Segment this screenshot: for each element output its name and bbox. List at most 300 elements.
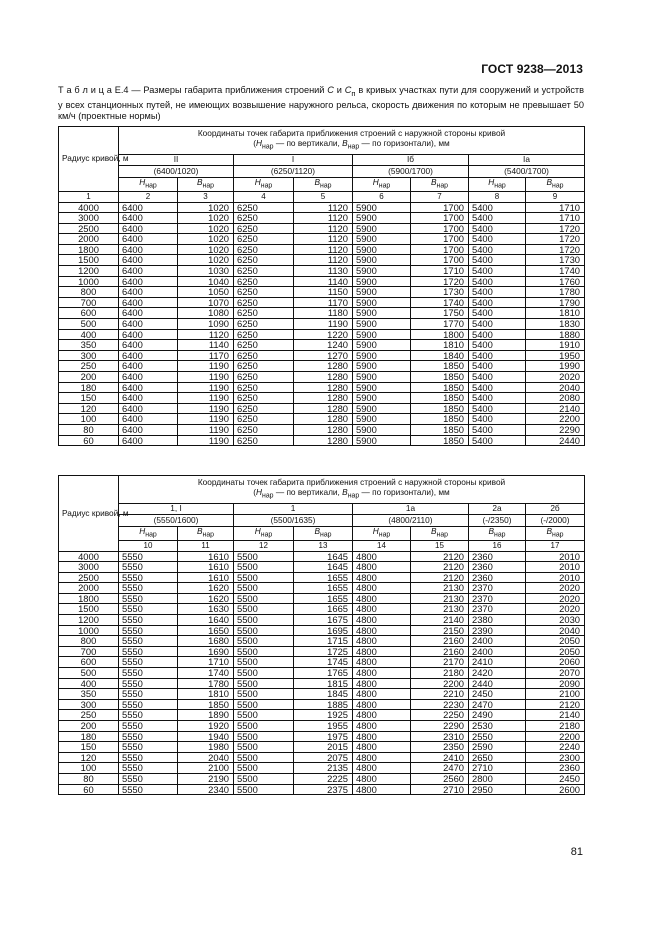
value-cell: 2090 <box>526 678 585 689</box>
b-nar-header <box>294 177 353 191</box>
value-cell: 5900 <box>353 403 411 414</box>
table-row <box>59 773 585 784</box>
value-cell: 6400 <box>119 350 178 361</box>
value-cell: 5550 <box>119 763 178 774</box>
table1-header-row-1 <box>59 127 585 155</box>
group-params: (6400/1020) <box>119 166 234 178</box>
value-cell: 1665 <box>294 604 353 615</box>
value-cell: 2440 <box>469 678 526 689</box>
group-name: 1а <box>353 503 469 515</box>
value-cell: 4800 <box>353 636 411 647</box>
value-cell: 6400 <box>119 255 178 266</box>
h-subscript: нар <box>145 182 157 190</box>
value-cell: 1710 <box>526 202 585 213</box>
value-cell: 5900 <box>353 319 411 330</box>
value-cell: 4800 <box>353 604 411 615</box>
value-cell: 2450 <box>526 773 585 784</box>
radius-cell: 180 <box>59 382 119 393</box>
value-cell: 1190 <box>294 319 353 330</box>
value-cell: 1980 <box>178 742 234 753</box>
value-cell: 1850 <box>411 372 469 383</box>
group-params: (5500/1635) <box>234 515 353 527</box>
radius-cell: 150 <box>59 742 119 753</box>
b-symbol: B <box>314 176 321 187</box>
table2-body <box>59 476 585 795</box>
radius-cell: 3000 <box>59 562 119 573</box>
h-nar-header <box>234 177 294 191</box>
b-subscript: нар <box>436 182 449 190</box>
value-cell: 6400 <box>119 340 178 351</box>
column-number: 8 <box>469 191 526 202</box>
coords-header-line2: ($H_{нар}$ — по вертикали, $B_{нар}$ — по горизонтали), мм <box>253 138 450 151</box>
table-row <box>59 403 585 414</box>
value-cell: 5400 <box>469 372 526 383</box>
value-cell: 4800 <box>353 773 411 784</box>
value-cell: 2450 <box>469 689 526 700</box>
value-cell: 1280 <box>294 393 353 404</box>
value-cell: 2390 <box>469 625 526 636</box>
value-cell: 5400 <box>469 297 526 308</box>
radius-cell: 800 <box>59 287 119 298</box>
value-cell: 1020 <box>178 202 234 213</box>
b-subscript: нар <box>436 531 449 539</box>
value-cell: 5400 <box>469 287 526 298</box>
value-cell: 1170 <box>294 297 353 308</box>
value-cell: 1780 <box>178 678 234 689</box>
value-cell: 5550 <box>119 657 178 668</box>
radius-cell: 2000 <box>59 234 119 245</box>
column-number: 7 <box>411 191 469 202</box>
h-subscript: нар <box>145 531 157 539</box>
value-cell: 5400 <box>469 213 526 224</box>
value-cell: 5550 <box>119 625 178 636</box>
value-cell: 5900 <box>353 424 411 435</box>
value-cell: 5500 <box>234 752 294 763</box>
radius-cell: 1200 <box>59 266 119 277</box>
value-cell: 2950 <box>469 784 526 795</box>
value-cell: 1955 <box>294 721 353 732</box>
value-cell: 4800 <box>353 562 411 573</box>
radius-cell: 1200 <box>59 615 119 626</box>
value-cell: 1080 <box>178 308 234 319</box>
value-cell: 1190 <box>178 424 234 435</box>
coords-header-line1: Координаты точек габарита приближения строений с наружной стороны кривой <box>197 477 506 487</box>
value-cell: 5400 <box>469 276 526 287</box>
value-cell: 6250 <box>234 213 294 224</box>
b-subscript: нар <box>494 531 506 539</box>
value-cell: 2200 <box>526 414 585 425</box>
value-cell: 1700 <box>411 234 469 245</box>
group-name: I <box>234 154 353 166</box>
b-subscript: нар <box>320 531 332 539</box>
value-cell: 5500 <box>234 646 294 657</box>
h-nar-header <box>119 177 178 191</box>
table1-group-params-row <box>59 166 585 178</box>
value-cell: 2360 <box>469 551 526 562</box>
value-cell: 1750 <box>411 308 469 319</box>
group-params: (5550/1600) <box>119 515 234 527</box>
value-cell: 6400 <box>119 424 178 435</box>
value-cell: 2120 <box>411 551 469 562</box>
value-cell: 5400 <box>469 435 526 446</box>
table-row <box>59 657 585 668</box>
value-cell: 1645 <box>294 551 353 562</box>
value-cell: 1020 <box>178 213 234 224</box>
value-cell: 1850 <box>411 393 469 404</box>
radius-cell: 80 <box>59 773 119 784</box>
value-cell: 5550 <box>119 678 178 689</box>
b-nar-header <box>411 526 469 540</box>
caption-c1: C <box>327 85 334 95</box>
b-subscript: нар <box>202 531 215 539</box>
value-cell: 5500 <box>234 668 294 679</box>
value-cell: 5900 <box>353 382 411 393</box>
value-cell: 5550 <box>119 668 178 679</box>
table-row <box>59 752 585 763</box>
b-symbol: B <box>546 176 553 187</box>
radius-cell: 350 <box>59 689 119 700</box>
value-cell: 1725 <box>294 646 353 657</box>
value-cell: 1885 <box>294 699 353 710</box>
table-row <box>59 562 585 573</box>
value-cell: 1850 <box>178 699 234 710</box>
value-cell: 6250 <box>234 424 294 435</box>
value-cell: 1120 <box>294 223 353 234</box>
value-cell: 1190 <box>178 372 234 383</box>
group-params: (5900/1700) <box>353 166 469 178</box>
value-cell: 1190 <box>178 414 234 425</box>
value-cell: 6400 <box>119 234 178 245</box>
value-cell: 2010 <box>526 572 585 583</box>
value-cell: 2400 <box>469 646 526 657</box>
value-cell: 5550 <box>119 742 178 753</box>
value-cell: 2080 <box>526 393 585 404</box>
table-row <box>59 689 585 700</box>
radius-cell: 700 <box>59 297 119 308</box>
table-row <box>59 382 585 393</box>
h-symbol: H <box>139 176 146 187</box>
table-caption <box>58 85 584 123</box>
value-cell: 1765 <box>294 668 353 679</box>
caption-c2-sub: п <box>351 88 356 98</box>
value-cell: 4800 <box>353 721 411 732</box>
value-cell: 2010 <box>526 562 585 573</box>
value-cell: 2030 <box>526 615 585 626</box>
group-params: (4800/2110) <box>353 515 469 527</box>
value-cell: 5900 <box>353 266 411 277</box>
value-cell: 2140 <box>526 710 585 721</box>
column-number: 16 <box>469 540 526 551</box>
value-cell: 4800 <box>353 710 411 721</box>
column-number: 5 <box>294 191 353 202</box>
group-params: (-/2000) <box>526 515 585 527</box>
value-cell: 2140 <box>526 403 585 414</box>
value-cell: 5550 <box>119 721 178 732</box>
radius-cell: 1800 <box>59 244 119 255</box>
value-cell: 5500 <box>234 699 294 710</box>
value-cell: 1150 <box>294 287 353 298</box>
value-cell: 6400 <box>119 202 178 213</box>
value-cell: 2380 <box>469 615 526 626</box>
coords-header-line1: Координаты точек габарита приближения строений с наружной стороны кривой <box>197 128 506 138</box>
value-cell: 5400 <box>469 382 526 393</box>
value-cell: 6250 <box>234 202 294 213</box>
table-row <box>59 731 585 742</box>
value-cell: 1190 <box>178 403 234 414</box>
caption-c2: C <box>344 85 352 95</box>
value-cell: 2180 <box>526 721 585 732</box>
value-cell: 1190 <box>178 393 234 404</box>
value-cell: 2100 <box>178 763 234 774</box>
b-nar-header <box>469 526 526 540</box>
table-row <box>59 202 585 213</box>
value-cell: 6400 <box>119 372 178 383</box>
value-cell: 1950 <box>526 350 585 361</box>
value-cell: 2130 <box>411 583 469 594</box>
value-cell: 4800 <box>353 625 411 636</box>
b-nar-header <box>178 177 234 191</box>
value-cell: 1180 <box>294 308 353 319</box>
value-cell: 1280 <box>294 424 353 435</box>
table2-column-numbers-row <box>59 540 585 551</box>
value-cell: 1170 <box>178 350 234 361</box>
radius-cell: 300 <box>59 350 119 361</box>
value-cell: 1630 <box>178 604 234 615</box>
value-cell: 2470 <box>411 763 469 774</box>
value-cell: 1070 <box>178 297 234 308</box>
value-cell: 4800 <box>353 784 411 795</box>
value-cell: 4800 <box>353 678 411 689</box>
table-row <box>59 710 585 721</box>
value-cell: 6250 <box>234 329 294 340</box>
radius-cell: 1000 <box>59 276 119 287</box>
h-nar-header <box>469 177 526 191</box>
value-cell: 6400 <box>119 213 178 224</box>
value-cell: 2710 <box>411 784 469 795</box>
table-row <box>59 350 585 361</box>
value-cell: 6250 <box>234 403 294 414</box>
column-number: 12 <box>234 540 294 551</box>
value-cell: 1720 <box>526 244 585 255</box>
value-cell: 2100 <box>526 689 585 700</box>
value-cell: 5550 <box>119 773 178 784</box>
value-cell: 5400 <box>469 329 526 340</box>
value-cell: 1020 <box>178 234 234 245</box>
value-cell: 5550 <box>119 689 178 700</box>
value-cell: 4800 <box>353 615 411 626</box>
table-row <box>59 319 585 330</box>
value-cell: 1280 <box>294 435 353 446</box>
value-cell: 1280 <box>294 361 353 372</box>
value-cell: 2120 <box>526 699 585 710</box>
table1-column-numbers-row <box>59 191 585 202</box>
caption-prefix: Т а б л и ц а Е.4 — Размеры габарита приближения строений <box>58 85 328 95</box>
value-cell: 2490 <box>469 710 526 721</box>
table-row <box>59 255 585 266</box>
value-cell: 1700 <box>411 223 469 234</box>
value-cell: 1610 <box>178 572 234 583</box>
b-symbol: B <box>196 525 203 536</box>
value-cell: 5400 <box>469 319 526 330</box>
radius-cell: 2500 <box>59 223 119 234</box>
group-name: Iа <box>469 154 585 166</box>
value-cell: 1695 <box>294 625 353 636</box>
group-name: II <box>119 154 234 166</box>
value-cell: 5900 <box>353 223 411 234</box>
table-row <box>59 234 585 245</box>
value-cell: 2710 <box>469 763 526 774</box>
table-row <box>59 424 585 435</box>
value-cell: 6250 <box>234 287 294 298</box>
coords-header <box>119 476 585 504</box>
value-cell: 6400 <box>119 266 178 277</box>
value-cell: 1190 <box>178 361 234 372</box>
value-cell: 1655 <box>294 583 353 594</box>
table-row <box>59 361 585 372</box>
value-cell: 1610 <box>178 551 234 562</box>
value-cell: 1240 <box>294 340 353 351</box>
value-cell: 1710 <box>526 213 585 224</box>
value-cell: 6250 <box>234 308 294 319</box>
value-cell: 5900 <box>353 308 411 319</box>
coords-header <box>119 127 585 155</box>
radius-header: Радиус кривой, м <box>59 476 119 552</box>
h-symbol: H <box>139 525 146 536</box>
value-cell: 5400 <box>469 255 526 266</box>
table2-group-params-row <box>59 515 585 527</box>
value-cell: 5500 <box>234 657 294 668</box>
value-cell: 2240 <box>526 742 585 753</box>
table-row <box>59 615 585 626</box>
group-name: Iб <box>353 154 469 166</box>
table-row <box>59 551 585 562</box>
b-nar-header <box>526 177 585 191</box>
value-cell: 1910 <box>526 340 585 351</box>
value-cell: 5500 <box>234 572 294 583</box>
value-cell: 1090 <box>178 319 234 330</box>
radius-cell: 1800 <box>59 593 119 604</box>
value-cell: 2370 <box>469 593 526 604</box>
value-cell: 2190 <box>178 773 234 784</box>
value-cell: 6400 <box>119 435 178 446</box>
value-cell: 1845 <box>294 689 353 700</box>
value-cell: 1710 <box>178 657 234 668</box>
table-row <box>59 393 585 404</box>
value-cell: 5500 <box>234 583 294 594</box>
value-cell: 1940 <box>178 731 234 742</box>
table-row <box>59 784 585 795</box>
value-cell: 2140 <box>411 615 469 626</box>
table-row <box>59 593 585 604</box>
value-cell: 1760 <box>526 276 585 287</box>
column-number: 11 <box>178 540 234 551</box>
radius-cell: 4000 <box>59 202 119 213</box>
value-cell: 2150 <box>411 625 469 636</box>
value-cell: 1715 <box>294 636 353 647</box>
table-row <box>59 742 585 753</box>
b-nar-header <box>526 526 585 540</box>
value-cell: 1720 <box>526 223 585 234</box>
group-name: 2б <box>526 503 585 515</box>
value-cell: 2015 <box>294 742 353 753</box>
radius-cell: 250 <box>59 361 119 372</box>
value-cell: 5550 <box>119 752 178 763</box>
value-cell: 1850 <box>411 414 469 425</box>
value-cell: 2040 <box>526 382 585 393</box>
value-cell: 5400 <box>469 424 526 435</box>
table-part-1 <box>58 126 585 446</box>
column-number: 15 <box>411 540 469 551</box>
table-row <box>59 604 585 615</box>
h-subscript: нар <box>260 182 273 190</box>
value-cell: 1020 <box>178 255 234 266</box>
column-number: 14 <box>353 540 411 551</box>
table-row <box>59 699 585 710</box>
value-cell: 6250 <box>234 255 294 266</box>
radius-header: Радиус кривой, м <box>59 127 119 192</box>
value-cell: 2160 <box>411 636 469 647</box>
h-subscript: нар <box>378 182 391 190</box>
value-cell: 5900 <box>353 213 411 224</box>
value-cell: 1130 <box>294 266 353 277</box>
value-cell: 2550 <box>469 731 526 742</box>
value-cell: 2400 <box>469 636 526 647</box>
value-cell: 1030 <box>178 266 234 277</box>
value-cell: 2210 <box>411 689 469 700</box>
radius-cell: 60 <box>59 784 119 795</box>
value-cell: 1655 <box>294 593 353 604</box>
radius-cell: 200 <box>59 721 119 732</box>
value-cell: 5900 <box>353 340 411 351</box>
table-row <box>59 414 585 425</box>
value-cell: 5500 <box>234 784 294 795</box>
h-nar-header <box>119 526 178 540</box>
value-cell: 2300 <box>526 752 585 763</box>
value-cell: 1810 <box>526 308 585 319</box>
value-cell: 6250 <box>234 276 294 287</box>
value-cell: 1850 <box>411 361 469 372</box>
radius-cell: 100 <box>59 414 119 425</box>
value-cell: 2135 <box>294 763 353 774</box>
value-cell: 2130 <box>411 604 469 615</box>
b-symbol: B <box>488 525 495 536</box>
value-cell: 2200 <box>411 678 469 689</box>
value-cell: 4800 <box>353 752 411 763</box>
column-number: 6 <box>353 191 411 202</box>
value-cell: 1270 <box>294 350 353 361</box>
value-cell: 5500 <box>234 604 294 615</box>
radius-cell: 500 <box>59 319 119 330</box>
value-cell: 1120 <box>294 244 353 255</box>
table-row <box>59 572 585 583</box>
radius-cell: 3000 <box>59 213 119 224</box>
value-cell: 1700 <box>411 255 469 266</box>
value-cell: 6400 <box>119 223 178 234</box>
value-cell: 2120 <box>411 562 469 573</box>
h-nar-header <box>234 526 294 540</box>
table-row <box>59 721 585 732</box>
value-cell: 1720 <box>411 276 469 287</box>
value-cell: 1050 <box>178 287 234 298</box>
value-cell: 6250 <box>234 340 294 351</box>
value-cell: 2360 <box>469 572 526 583</box>
value-cell: 6400 <box>119 276 178 287</box>
value-cell: 2020 <box>526 604 585 615</box>
column-number: 1 <box>59 191 119 202</box>
table-row <box>59 308 585 319</box>
value-cell: 1120 <box>178 329 234 340</box>
value-cell: 2375 <box>294 784 353 795</box>
